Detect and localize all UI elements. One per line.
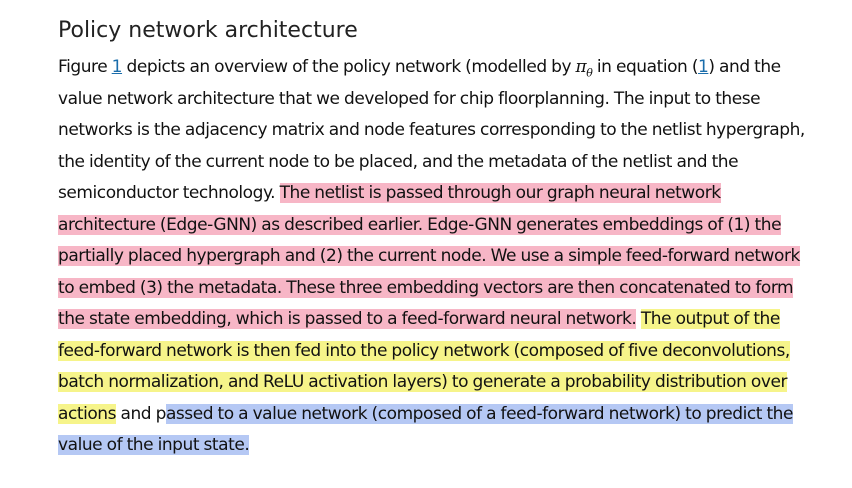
text-segment: depicts an overview of the policy network (modelled by xyxy=(122,57,576,77)
text-line: the identity of the current node to be placed, and the metadata of the netlist and the xyxy=(58,151,739,172)
math-expression xyxy=(575,57,593,80)
blue-highlight: value of the input state. xyxy=(58,435,250,455)
pink-highlight: The netlist is passed through our graph neural network xyxy=(279,183,721,203)
text-segment: in equation ( xyxy=(592,57,699,77)
yellow-highlight: batch normalization, and ReLU activation layers) to generate a probability distribution over xyxy=(58,372,788,392)
equation-reference-link[interactable]: 1 xyxy=(698,57,709,77)
figure-reference-link[interactable]: 1 xyxy=(111,57,123,77)
text-line: value network architecture that we developed for chip floorplanning. The input to these xyxy=(58,88,761,109)
yellow-highlight: The output of the xyxy=(640,309,780,329)
math-symbol: π xyxy=(575,57,587,77)
text-segment: and p xyxy=(116,403,166,424)
text-segment: Figure xyxy=(58,57,112,77)
article xyxy=(58,14,818,462)
pink-highlight: partially placed hypergraph and (2) the current node. We use a simple feed-forward network xyxy=(58,246,800,266)
yellow-highlight: feed-forward network is then fed into the policy network (composed of five deconvolutions, xyxy=(58,340,790,361)
text-line: networks is the adjacency matrix and node features corresponding to the netlist hypergraph, xyxy=(58,120,805,140)
text-segment: ) and the xyxy=(708,57,781,77)
pink-highlight: the state embedding, which is passed to a feed-forward neural network. xyxy=(58,309,637,329)
body-paragraph xyxy=(58,52,818,462)
pink-highlight: architecture (Edge-GNN) as described earlier. Edge-GNN generates embeddings of (1) the xyxy=(58,214,782,235)
yellow-highlight: actions xyxy=(58,403,117,424)
blue-highlight: assed to a value network (composed of a feed-forward network) to predict the xyxy=(165,403,793,424)
section-title: Policy network architecture xyxy=(58,18,358,43)
math-subscript: θ xyxy=(586,66,593,80)
pink-highlight: to embed (3) the metadata. These three embedding vectors are then concatenated to form xyxy=(58,277,794,298)
text-segment: semiconductor technology. xyxy=(58,183,280,203)
